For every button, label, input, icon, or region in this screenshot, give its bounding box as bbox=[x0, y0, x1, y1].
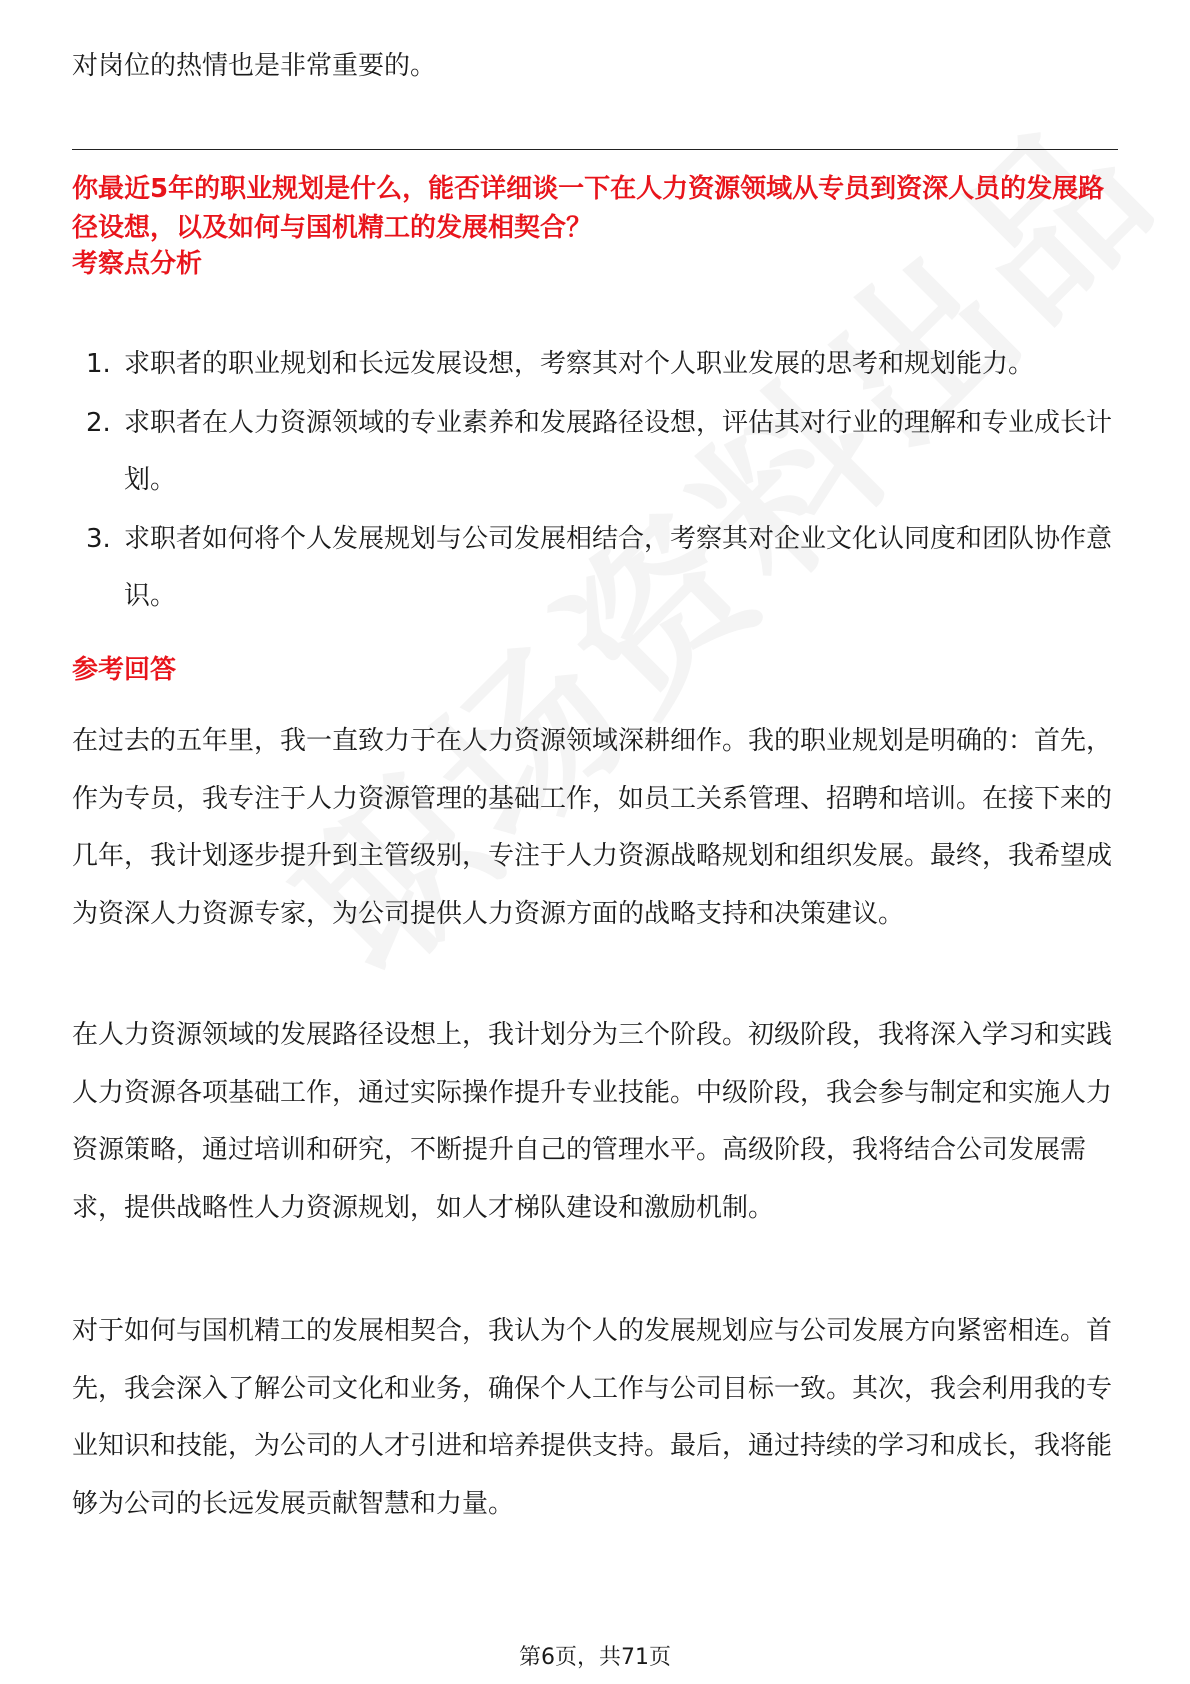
list-item-text: 求职者如何将个人发展规划与公司发展相结合，考察其对企业文化认同度和团队协作意识。 bbox=[124, 524, 1113, 611]
list-item bbox=[72, 336, 1118, 393]
answer-paragraph: 对于如何与国机精工的发展相契合，我认为个人的发展规划应与公司发展方向紧密相连。首先，我会深入了解公司文化和业务，确保个人工作与公司目标一致。其次，我会利用我的专业知识和技能，为公司的人才引进和培养提供支持。最后，通过持续的学习和成长，我将能够为公司的长远发展贡献智慧和力量。 bbox=[72, 1316, 1113, 1519]
list-item bbox=[72, 395, 1118, 509]
list-item-text: 求职者在人力资源领域的专业素养和发展路径设想，评估其对行业的理解和专业成长计划。 bbox=[124, 408, 1113, 495]
analysis-title: 考察点分析 bbox=[72, 249, 203, 279]
list-item-text: 求职者的职业规划和长远发展设想，考察其对个人职业发展的思考和规划能力。 bbox=[124, 349, 1035, 379]
list-number: 1. bbox=[86, 349, 111, 379]
divider bbox=[72, 149, 1118, 150]
intro-text: 对岗位的热情也是非常重要的。 bbox=[72, 51, 437, 81]
answer-title: 参考回答 bbox=[72, 655, 177, 685]
analysis-list bbox=[72, 336, 1118, 627]
page-footer: 第6页，共71页 bbox=[519, 1645, 671, 1670]
answer-paragraph: 在过去的五年里，我一直致力于在人力资源领域深耕细作。我的职业规划是明确的：首先，作为专员，我专注于人力资源管理的基础工作，如员工关系管理、招聘和培训。在接下来的几年，我计划逐步提升到主管级别，专注于人力资源战略规划和组织发展。最终，我希望成为资深人力资源专家，为公司提供人力资源方面的战略支持和决策建议。 bbox=[72, 726, 1113, 929]
list-item bbox=[72, 511, 1118, 625]
list-number: 2. bbox=[86, 408, 111, 438]
question-heading: 你最近5年的职业规划是什么，能否详细谈一下在人力资源领域从专员到资深人员的发展路径设想，以及如何与国机精工的发展相契合？ bbox=[72, 174, 1105, 243]
answer-paragraph: 在人力资源领域的发展路径设想上，我计划分为三个阶段。初级阶段，我将深入学习和实践人力资源各项基础工作，通过实际操作提升专业技能。中级阶段，我会参与制定和实施人力资源策略，通过培训和研究，不断提升自己的管理水平。高级阶段，我将结合公司发展需求，提供战略性人力资源规划，如人才梯队建设和激励机制。 bbox=[72, 1020, 1113, 1223]
list-number: 3. bbox=[86, 524, 111, 554]
